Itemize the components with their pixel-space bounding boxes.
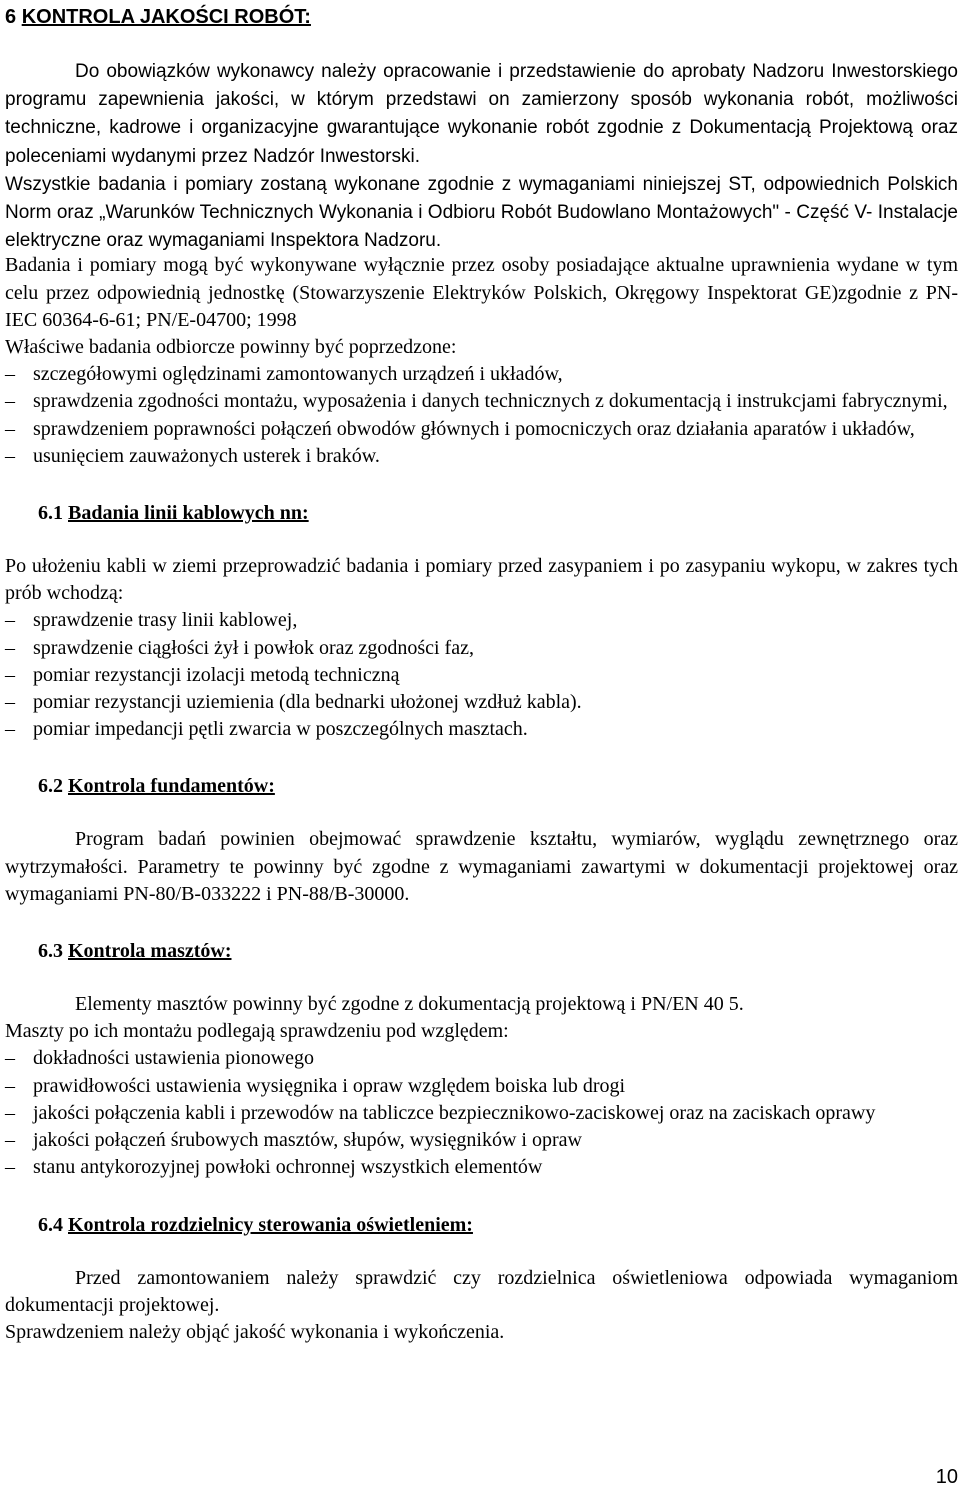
dash-bullet: – xyxy=(5,417,15,440)
subsection-paragraph: Sprawdzeniem należy objąć jakość wykonania i wykończenia. xyxy=(5,1320,505,1343)
subsection-body-6-1 xyxy=(5,553,958,743)
subsection-heading-6-1 xyxy=(38,500,958,527)
subsection-body-6-2 xyxy=(5,826,958,908)
intro-requirements-block xyxy=(5,252,958,470)
list-item xyxy=(5,1045,958,1072)
subsection-number: 6.1 xyxy=(38,502,63,525)
subsection-number: 6.3 xyxy=(38,940,63,963)
list-item-text: prawidłowości ustawienia wysięgnika i opraw względem boiska lub drogi xyxy=(33,1074,626,1097)
list-item xyxy=(5,1073,958,1100)
prerequisite-list xyxy=(5,361,958,470)
intro-paragraph: Właściwe badania odbiorcze powinny być poprzedzone: xyxy=(5,336,457,359)
subsection-heading-6-4 xyxy=(38,1212,958,1239)
list-item-text: jakości połączenia kabli i przewodów na tabliczce bezpiecznikowo-zaciskowej oraz na zaciskach oprawy xyxy=(33,1101,876,1124)
dash-bullet: – xyxy=(5,363,15,386)
subsection-number: 6.4 xyxy=(38,1213,63,1236)
page-number: 10 xyxy=(935,1466,958,1488)
subsection-title: Kontrola rozdzielnicy sterowania oświetleniem: xyxy=(68,1213,473,1236)
document-page xyxy=(5,0,958,1346)
dash-bullet: – xyxy=(5,636,15,659)
list-item-text: sprawdzenie trasy linii kablowej, xyxy=(33,609,298,632)
list-item xyxy=(5,662,958,689)
dash-bullet: – xyxy=(5,609,15,632)
list-item-text: usunięciem zauważonych usterek i braków. xyxy=(33,444,380,467)
section-title: KONTROLA JAKOŚCI ROBÓT: xyxy=(21,6,311,28)
list-item-text: dokładności ustawienia pionowego xyxy=(33,1047,315,1070)
list-item-text: jakości połączeń śrubowych masztów, słupów, wysięgników i opraw xyxy=(33,1129,582,1152)
subsection-paragraph: Przed zamontowaniem należy sprawdzić czy rozdzielnica oświetleniowa odpowiada wymaganiom dokumentacji projektowej. xyxy=(5,1266,958,1316)
intro-paragraph: Wszystkie badania i pomiary zostaną wykonane zgodnie z wymaganiami niniejszej ST, odpowiednich Polskich Norm oraz „Warunków Technicznych Wykonania i Odbioru Robót Budowlano Montażowych" - Część V- Instalacje elektryczne oraz wymaganiami Inspektora Nadzoru. xyxy=(5,173,958,252)
dash-bullet: – xyxy=(5,390,15,413)
dash-bullet: – xyxy=(5,691,15,714)
subsection-body-6-3 xyxy=(5,991,958,1181)
intro-paragraph: Badania i pomiary mogą być wykonywane wyłącznie przez osoby posiadające aktualne uprawnienia wydane w tym celu przez odpowiednią jednostkę (Stowarzyszenie Elektryków Polskich, Okręgowy Inspektorat GE)zgodnie z PN-IEC 60364-6-61; PN/E-04700; 1998 xyxy=(5,254,958,331)
subsection-heading-6-2 xyxy=(38,773,958,800)
list-item-text: sprawdzeniem poprawności połączeń obwodów głównych i pomocniczych oraz działania aparatów i układów, xyxy=(33,417,915,440)
intro-paragraph: Do obowiązków wykonawcy należy opracowanie i przedstawienie do aprobaty Nadzoru Inwestorskiego programu zapewnienia jakości, w którym przedstawi on zamierzony sposób wykonania robót, możliwości techniczne, kadrowe i organizacyjne gwarantujące wykonanie robót zgodnie z Dokumentacją Projektową oraz poleceniami wydanymi przez Nadzór Inwestorski. xyxy=(5,61,958,167)
subsection-heading-6-3 xyxy=(38,938,958,965)
list-item xyxy=(5,416,958,443)
list-item xyxy=(5,443,958,470)
dash-bullet: – xyxy=(5,1101,15,1124)
subsection-paragraph: Elementy masztów powinny być zgodne z dokumentacją projektową i PN/EN 40 5. xyxy=(75,993,744,1016)
list-item-text: stanu antykorozyjnej powłoki ochronnej wszystkich elementów xyxy=(33,1156,543,1179)
mast-checks-list xyxy=(5,1045,958,1181)
subsection-number: 6.2 xyxy=(38,775,63,798)
subsection-title: Kontrola fundamentów: xyxy=(68,775,275,798)
section-heading xyxy=(5,6,958,28)
list-item-text: pomiar impedancji pętli zwarcia w poszczególnych masztach. xyxy=(33,718,528,741)
list-item xyxy=(5,607,958,634)
subsection-title: Badania linii kablowych nn: xyxy=(68,502,309,525)
subsection-title: Kontrola masztów: xyxy=(68,940,232,963)
list-item-text: szczegółowymi oględzinami zamontowanych urządzeń i układów, xyxy=(33,363,563,386)
cable-tests-list xyxy=(5,607,958,743)
list-item xyxy=(5,388,958,415)
dash-bullet: – xyxy=(5,1047,15,1070)
subsection-paragraph: Program badań powinien obejmować sprawdzenie kształtu, wymiarów, wyglądu zewnętrznego oraz wytrzymałości. Parametry te powinny być zgodne z wymaganiami zawartymi w dokumentacji projektowej oraz wymaganiami PN-80/B-033222 i PN-88/B-30000. xyxy=(5,828,958,905)
list-item-text: pomiar rezystancji izolacji metodą techniczną xyxy=(33,663,400,686)
dash-bullet: – xyxy=(5,1129,15,1152)
subsection-paragraph: Maszty po ich montażu podlegają sprawdzeniu pod względem: xyxy=(5,1020,509,1043)
list-item xyxy=(5,635,958,662)
subsection-paragraph: Po ułożeniu kabli w ziemi przeprowadzić badania i pomiary przed zasypaniem i po zasypaniu wykopu, w zakres tych prób wchodzą: xyxy=(5,555,958,605)
dash-bullet: – xyxy=(5,718,15,741)
list-item xyxy=(5,361,958,388)
list-item xyxy=(5,716,958,743)
list-item xyxy=(5,1154,958,1181)
intro-block xyxy=(5,58,958,255)
section-number: 6 xyxy=(5,6,17,28)
list-item xyxy=(5,689,958,716)
list-item-text: sprawdzenie ciągłości żył i powłok oraz zgodności faz, xyxy=(33,636,474,659)
dash-bullet: – xyxy=(5,444,15,467)
list-item xyxy=(5,1100,958,1127)
list-item-text: pomiar rezystancji uziemienia (dla bednarki ułożonej wzdłuż kabla). xyxy=(33,691,582,714)
list-item-text: sprawdzenia zgodności montażu, wyposażenia i danych technicznych z dokumentacją i instrukcjami fabrycznymi, xyxy=(33,390,948,413)
list-item xyxy=(5,1127,958,1154)
dash-bullet: – xyxy=(5,1156,15,1179)
subsection-body-6-4 xyxy=(5,1265,958,1347)
dash-bullet: – xyxy=(5,663,15,686)
dash-bullet: – xyxy=(5,1074,15,1097)
